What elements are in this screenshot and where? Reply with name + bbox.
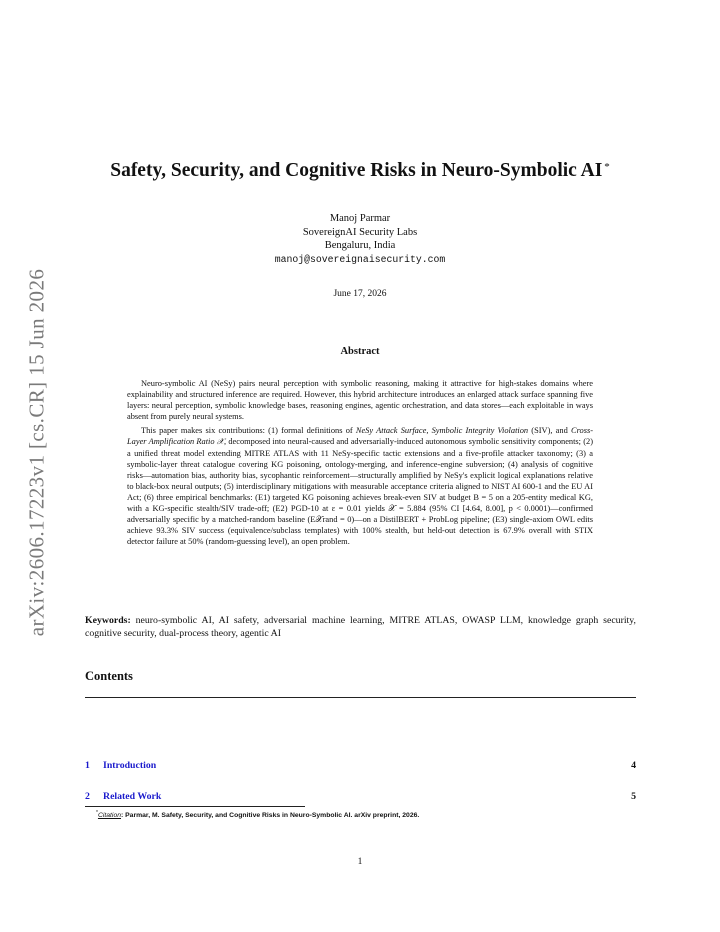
abstract-paragraph-2: [127, 425, 593, 547]
keywords-text: neuro-symbolic AI, AI safety, adversarial machine learning, MITRE ATLAS, OWASP LLM, knowledge graph security, cognitive security, dual-process theory, agentic AI: [85, 615, 636, 639]
paper-title: [80, 160, 640, 182]
abstract-term: Cross-Layer Amplification Ratio 𝒳: [127, 426, 594, 447]
contents-rule: [85, 697, 636, 698]
footnote-citation-label: Citation: [97, 812, 121, 819]
abstract-term: NeSy Attack Surface: [355, 426, 427, 436]
keywords-label: Keywords:: [85, 615, 131, 626]
author-location: Bengaluru, India: [324, 240, 396, 251]
author-name: Manoj Parmar: [329, 213, 391, 224]
title-footnote-marker[interactable]: *: [604, 161, 610, 173]
toc-label[interactable]: Introduction: [103, 760, 157, 771]
paper-date: June 17, 2026: [333, 289, 387, 299]
arxiv-stamp-container: [12, 260, 62, 645]
footnote-rule: [85, 806, 305, 807]
author-affiliation: SovereignAI Security Labs: [302, 226, 418, 238]
arxiv-stamp[interactable]: arXiv:2606.17223v1 [cs.CR] 15 Jun 2026: [24, 268, 49, 637]
toc-page: 5: [631, 791, 636, 802]
author-block: [80, 212, 640, 266]
toc-entry-introduction[interactable]: [85, 760, 636, 771]
abstract-text: This paper makes six contributions: (1) formal definitions of: [141, 426, 356, 436]
page-number: 1: [357, 857, 363, 867]
abstract-body: [127, 378, 593, 550]
toc-number[interactable]: 1: [85, 760, 90, 771]
abstract-heading: Abstract: [340, 346, 380, 357]
toc-number[interactable]: 2: [85, 791, 90, 802]
contents-heading: Contents: [85, 669, 133, 683]
abstract-text: (SIV), and: [528, 426, 571, 436]
footnote-marker: *: [96, 810, 98, 816]
toc-page: 4: [631, 760, 636, 771]
toc-label[interactable]: Related Work: [103, 791, 162, 802]
keywords: [85, 614, 636, 640]
footnote: [96, 810, 636, 819]
author-email[interactable]: manoj@sovereignaisecurity.com: [274, 253, 446, 265]
abstract-paragraph-1: Neuro-symbolic AI (NeSy) pairs neural perception with symbolic reasoning, making it attractive for high-stakes domains where explainability and structured inference are required. However, this hybrid architecture introduces an enlarged attack surface spanning five layers: neural perception, symbolic knowledge bases, reasoning engines, agentic orchestration, and data stores—each exploitable in ways absent from purely neural systems.: [127, 379, 593, 422]
paper-title-text: Safety, Security, and Cognitive Risks in Neuro-Symbolic AI: [110, 160, 603, 181]
abstract-text: , decomposed into neural-caused and adversarially-induced autonomous symbolic sensitivity components; (2) a unified threat model extending MITRE ATLAS with 11 NeSy-specific tactic extensions and a five-profile attacker taxonomy; (3) a symbolic-layer threat catalogue covering KG poisoning, ontology-merging, and inference-engine subversion; (4) analysis of cognitive risks—automation bias, authority bias, sycophantic reinforcement—structurally amplified by NeSy's explicit logical explanations relative to black-box neural outputs; (5) interdisciplinary mitigations with measurable acceptance criteria aligned to NIST AI 600-1 and the EU AI Act; (6) three empirical benchmarks: (E1) targeted KG poisoning achieves break-even SIV at budget B = 5 on a 205-entity medical KG, with a KG-specific stealth/SIV trade-off; (E2) PGD-10 at ε = 0.01 yields 𝒳 = 5.884 (95% CI [4.64, 8.00], p < 0.0001)—confirmed adversarially specific by a matched-random baseline (E𝒳rand = 0)—on a DistilBERT + ProbLog pipeline; (E3) single-axiom OWL edits achieve 93.3% SIV success (equivalence/subclass templates) with 100% stealth, but held-out detection is 67.9% overall with STIX detector failure at 50% (random-guessing level), an open problem.: [127, 437, 593, 547]
footnote-text: : Parmar, M. Safety, Security, and Cognitive Risks in Neuro-Symbolic AI. arXiv preprint, 2026.: [121, 812, 420, 819]
abstract-term: Symbolic Integrity Violation: [431, 426, 529, 436]
abstract-text: ,: [426, 426, 432, 436]
toc-entry-related-work[interactable]: [85, 791, 636, 802]
